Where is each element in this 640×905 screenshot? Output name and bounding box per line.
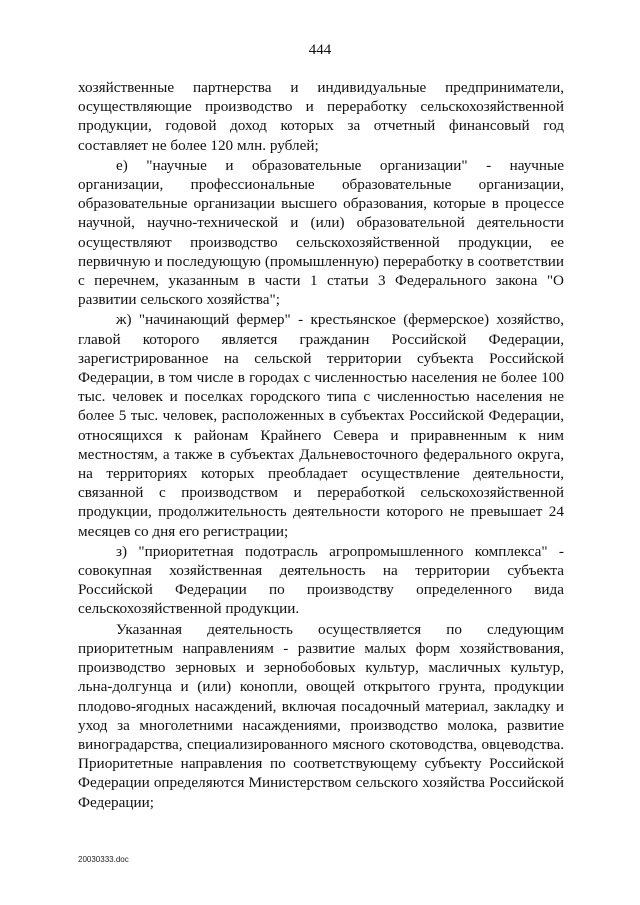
paragraph-item-zh: ж) "начинающий фермер" - крестьянское (фермерское) хозяйство, главой которого является гражданин Российской Федерации, зарегистрированное на сельской территории субъекта Российской Федерации, в том числе в городах с численностью населения не более 100 тыс. человек и поселках городского типа с численностью населения не более 5 тыс. человек, расположенных в субъектах Российской Федерации, относящихся к районам Крайнего Севера и приравненным к ним местностям, а также в субъектах Дальневосточного федерального округа, на территориях которых преобладает осуществление деятельности, связанной с производством и переработкой сельскохозяйственной продукции, продолжительность деятельности которого не превышает 24 месяцев со дня его регистрации; [78,311,564,540]
document-filename-footer: 20030333.doc [78,855,129,864]
paragraph-item-e: е) "научные и образовательные организации" - научные организации, профессиональные образовательные организации, образовательные организации высшего образования, которые в процессе научной, научно-технической и (или) образовательной деятельности осуществляют производство сельскохозяйственной продукции, ее первичную и последующую (промышленную) переработку в соответствии с перечнем, указанным в части 1 статьи 3 Федерального закона "О развитии сельского хозяйства"; [78,156,564,309]
paragraph-priority-directions: Указанная деятельность осуществляется по следующим приоритетным направлениям - развитие малых форм хозяйствования, производство зерновых и зернобобовых культур, масличных культур, льна-долгунца и (или) конопли, овощей открытого грунта, продукции плодово-ягодных насаждений, включая посадочный материал, закладку и уход за многолетними насаждениями, производство молока, развитие виноградарства, специализированного мясного скотоводства, овцеводства. Приоритетные направления по соответствующему субъекту Российской Федерации определяются Министерством сельского хозяйства Российской Федерации; [78,620,564,811]
page-number: 444 [308,42,332,58]
document-body [78,78,564,812]
paragraph-item-z: з) "приоритетная подотрасль агропромышленного комплекса" - совокупная хозяйственная деятельность на территории субъекта Российской Федерации по производству определенного вида сельскохозяйственной продукции. [78,542,564,618]
paragraph-continuation: хозяйственные партнерства и индивидуальные предприниматели, осуществляющие производство и переработку сельскохозяйственной продукции, годовой доход которых за отчетный финансовый год составляет не более 120 млн. рублей; [78,79,564,154]
